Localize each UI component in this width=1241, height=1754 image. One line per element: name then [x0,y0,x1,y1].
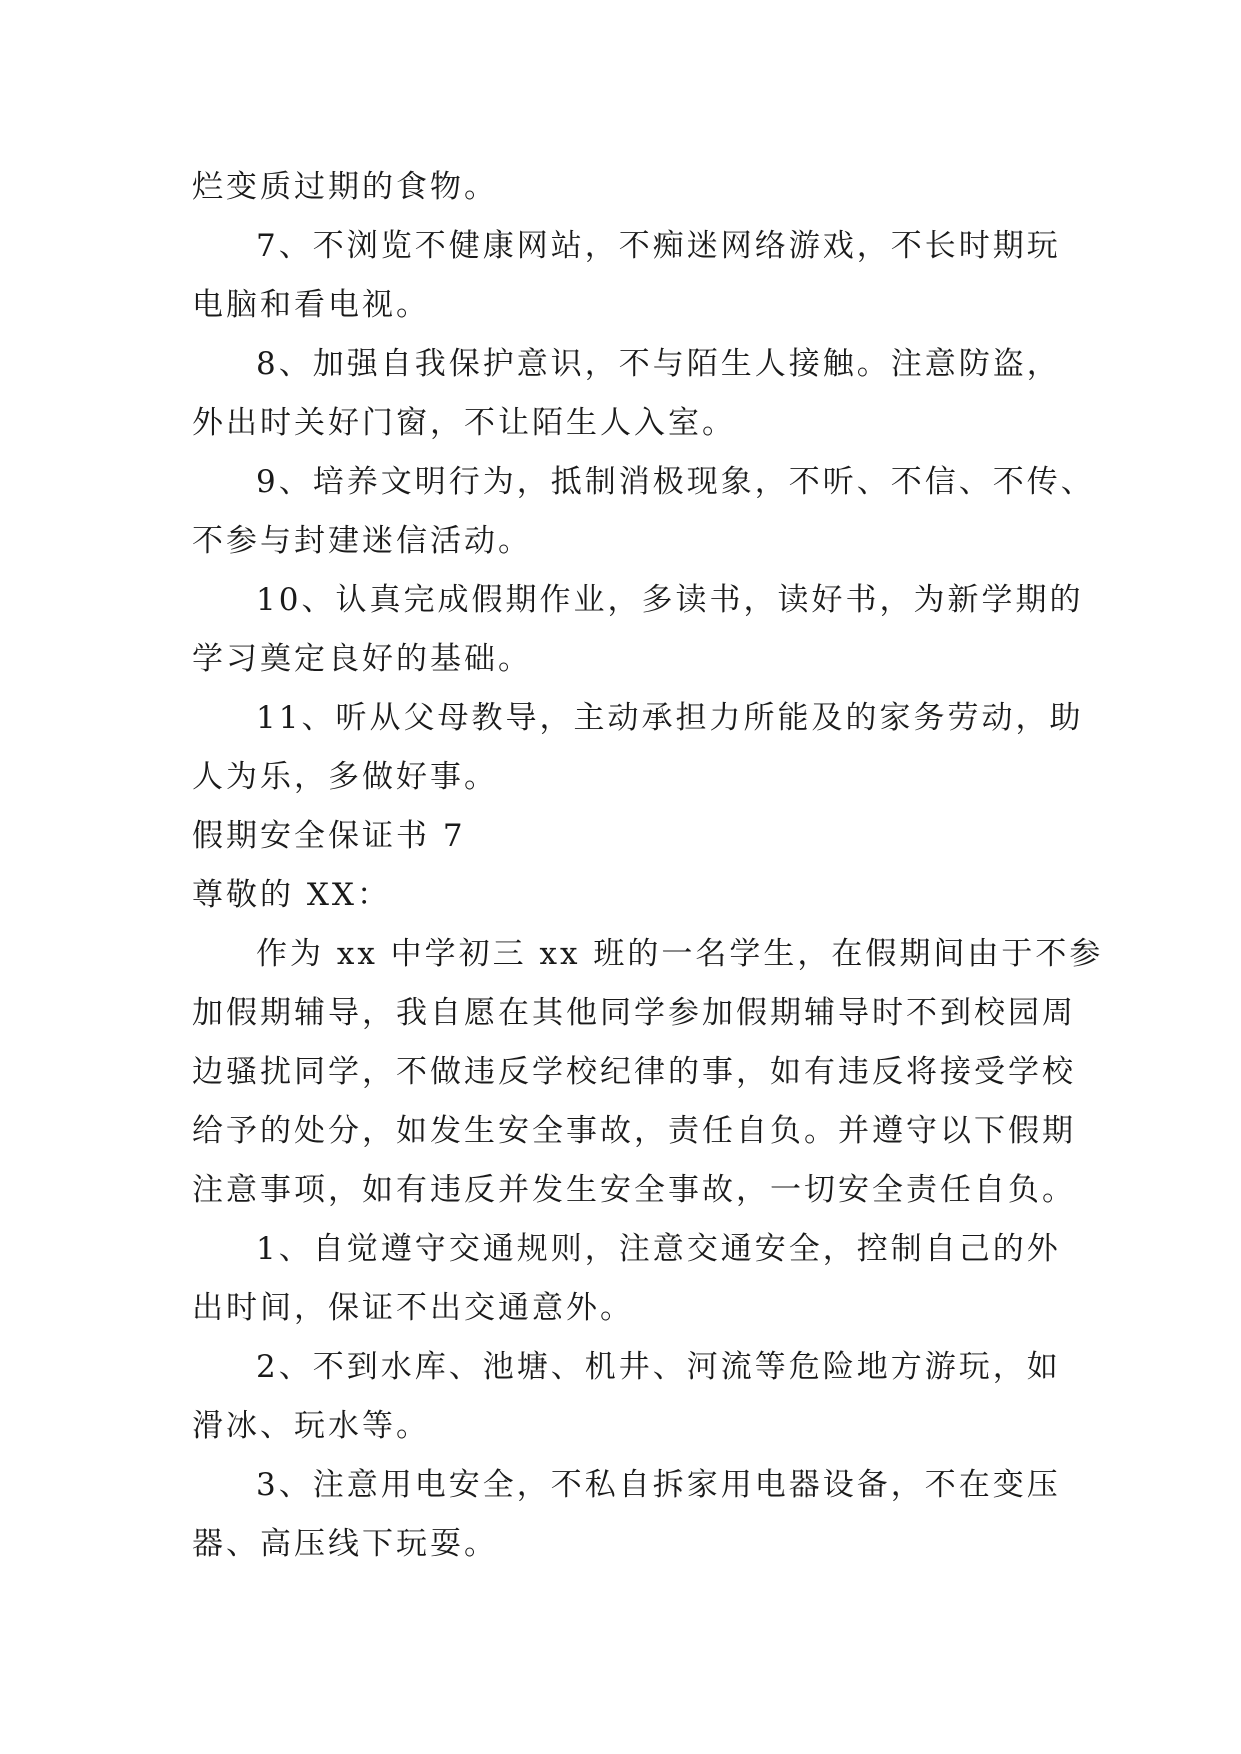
text-line: 外出时关好门窗，不让陌生人入室。 [192,405,736,441]
text-line: 10、认真完成假期作业，多读书，读好书，为新学期的 [256,582,1084,618]
text-line: 不参与封建迷信活动。 [192,523,532,559]
text-line: 加假期辅导，我自愿在其他同学参加假期辅导时不到校园周 [192,995,1076,1031]
text-line: 3、注意用电安全，不私自拆家用电器设备，不在变压 [256,1467,1061,1503]
text-line: 出时间，保证不出交通意外。 [192,1290,634,1326]
text-line: 器、高压线下玩耍。 [192,1526,498,1562]
text-line: 烂变质过期的食物。 [192,169,498,205]
section-title: 假期安全保证书 7 [192,818,466,854]
text-line: 7、不浏览不健康网站，不痴迷网络游戏，不长时期玩 [256,228,1061,264]
text-line: 2、不到水库、池塘、机井、河流等危险地方游玩，如 [256,1349,1061,1385]
text-line: 9、培养文明行为，抵制消极现象，不听、不信、不传、 [256,464,1095,500]
text-line: 8、加强自我保护意识，不与陌生人接触。注意防盗， [256,346,1061,382]
text-line: 电脑和看电视。 [192,287,430,323]
text-line: 11、听从父母教导，主动承担力所能及的家务劳动，助 [256,700,1084,736]
salutation: 尊敬的 XX： [192,877,391,913]
text-line: 人为乐，多做好事。 [192,759,498,795]
text-line: 给予的处分，如发生安全事故，责任自负。并遵守以下假期 [192,1113,1076,1149]
text-line: 1、自觉遵守交通规则，注意交通安全，控制自己的外 [256,1231,1061,1267]
text-line: 注意事项，如有违反并发生安全事故，一切安全责任自负。 [192,1172,1076,1208]
text-line: 边骚扰同学，不做违反学校纪律的事，如有违反将接受学校 [192,1054,1076,1090]
text-line: 学习奠定良好的基础。 [192,641,532,677]
text-line: 作为 xx 中学初三 xx 班的一名学生，在假期间由于不参 [256,936,1104,972]
text-line: 滑冰、玩水等。 [192,1408,430,1444]
